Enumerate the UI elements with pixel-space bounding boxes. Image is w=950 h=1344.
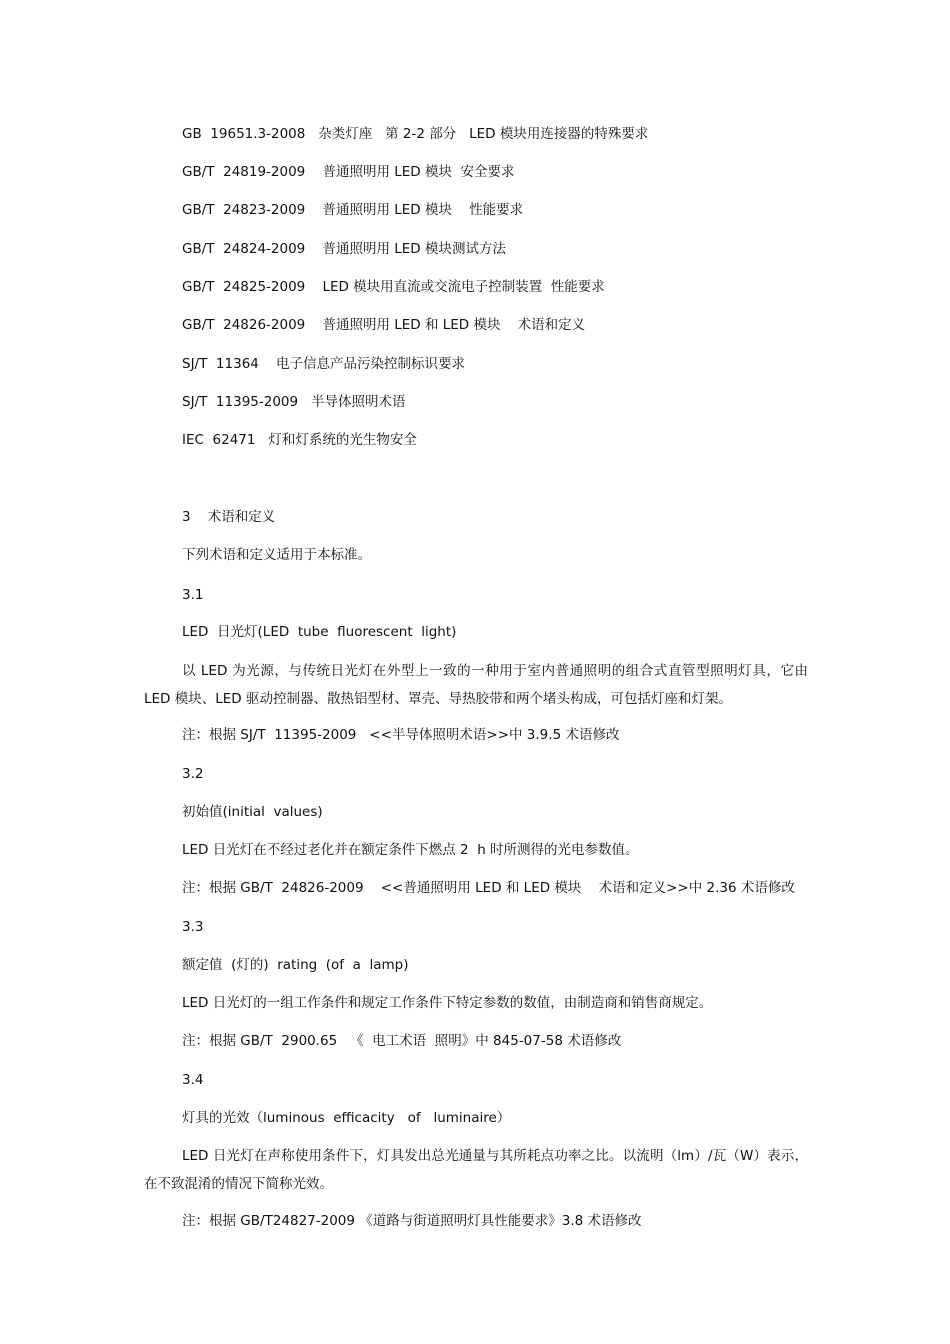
term-note-3-3: 注：根据 GB/T 2900.65 《 电工术语 照明》中 845-07-58 术语修改 [182, 1033, 622, 1049]
reference-gbt-24824: GB/T 24824-2009 普通照明用 LED 模块测试方法 [182, 241, 506, 257]
term-note-3-4: 注：根据 GB/T24827-2009 《道路与街道照明灯具性能要求》3.8 术语修改 [182, 1213, 642, 1229]
reference-sjt-11364: SJ/T 11364 电子信息产品污染控制标识要求 [182, 356, 466, 372]
reference-sjt-11395: SJ/T 11395-2009 半导体照明术语 [182, 394, 406, 410]
term-number-3-4: 3.4 [182, 1072, 204, 1088]
term-title-3-3: 额定值 (灯的) rating (of a lamp) [182, 957, 409, 973]
section-heading: 3 术语和定义 [182, 509, 276, 525]
reference-gbt-24825: GB/T 24825-2009 LED 模块用直流或交流电子控制装置 性能要求 [182, 279, 605, 295]
reference-gb-19651: GB 19651.3-2008 杂类灯座 第 2-2 部分 LED 模块用连接器的特殊要求 [182, 126, 649, 142]
section-intro: 下列术语和定义适用于本标准。 [182, 547, 371, 563]
term-note-3-2: 注：根据 GB/T 24826-2009 <<普通照明用 LED 和 LED 模块 术语和定义>>中 2.36 术语修改 [182, 880, 795, 896]
term-definition-3-3: LED 日光灯的一组工作条件和规定工作条件下特定参数的数值，由制造商和销售商规定。 [182, 995, 713, 1011]
term-definition-3-2: LED 日光灯在不经过老化并在额定条件下燃点 2 h 时所测得的光电参数值。 [182, 842, 639, 858]
reference-gbt-24826: GB/T 24826-2009 普通照明用 LED 和 LED 模块 术语和定义 [182, 317, 586, 333]
term-number-3-2: 3.2 [182, 766, 204, 782]
term-title-3-2: 初始值(initial values) [182, 804, 323, 820]
term-definition-3-1: 以 LED 为光源，与传统日光灯在外型上一致的一种用于室内普通照明的组合式直管型照明灯具，它由 LED 模块、LED 驱动控制器、散热铝型材、罩壳、导热胶带和两个堵头构成，可包括灯座和灯架。 [144, 663, 808, 707]
term-title-3-1: LED 日光灯(LED tube fluorescent light) [182, 624, 457, 640]
term-note-3-1: 注：根据 SJ/T 11395-2009 <<半导体照明术语>>中 3.9.5 术语修改 [182, 727, 620, 743]
term-definition-3-4: LED 日光灯在声称使用条件下，灯具发出总光通量与其所耗点功率之比。以流明（lm）/瓦（W）表示，在不致混淆的情况下简称光效。 [144, 1148, 808, 1192]
reference-gbt-24823: GB/T 24823-2009 普通照明用 LED 模块 性能要求 [182, 202, 524, 218]
term-number-3-1: 3.1 [182, 587, 204, 603]
reference-iec-62471: IEC 62471 灯和灯系统的光生物安全 [182, 432, 417, 448]
term-title-3-4: 灯具的光效（luminous efficacity of luminaire） [182, 1110, 511, 1126]
term-number-3-3: 3.3 [182, 919, 204, 935]
reference-gbt-24819: GB/T 24819-2009 普通照明用 LED 模块 安全要求 [182, 164, 515, 180]
